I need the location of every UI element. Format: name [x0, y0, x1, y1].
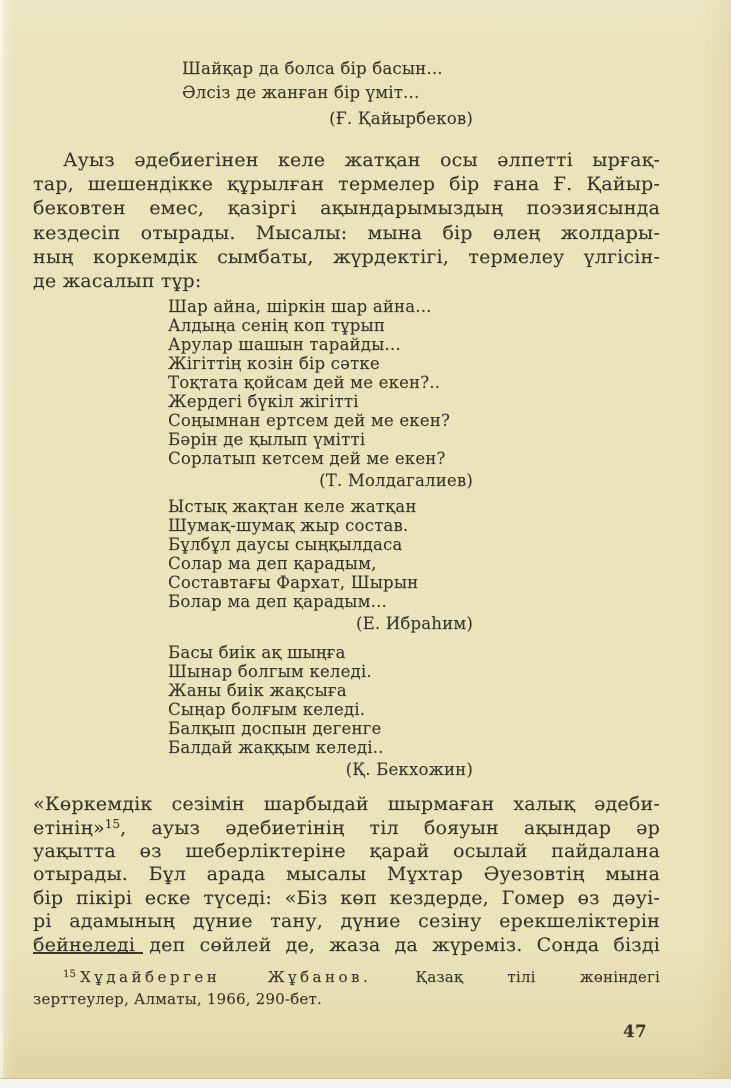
verse-line: Бұлбұл даусы сыңқылдаса — [168, 535, 403, 555]
footnote-author: Хұдайберген Жұбанов. — [80, 968, 372, 987]
footnote-text: Қазақ тілі жөніндегі — [415, 968, 660, 987]
scan-left-edge — [0, 0, 3, 1088]
verse-line: Бәрін де қылып үмітті — [168, 430, 366, 450]
paragraph-line-with-footnote-ref — [33, 817, 660, 840]
paragraph-line: кездесіп отырады. Мысалы: мына бір өлең жолдары- — [33, 221, 660, 244]
line-text: , ауыз әдебиетінің тіл бояуын ақындар әр — [120, 816, 660, 839]
paragraph-line: тар, шешендікке құрылған термелер бір ғана Ғ. Қайыр- — [33, 173, 660, 196]
epigraph-lines — [182, 57, 660, 105]
verse-attribution: (Қ. Бекхожин) — [345, 760, 473, 780]
paragraph-1 — [33, 148, 660, 293]
verse-line: Жердегі бүкіл жігітті — [168, 392, 359, 412]
verse-ibrahim — [33, 497, 660, 634]
verse-line: Басы биік ақ шыңға — [168, 643, 346, 663]
paragraph-line: бір пікірі еске түседі: «Біз көп кездерде, Гомер өз дәуі- — [33, 886, 660, 909]
paragraph-line: Ауыз әдебиегінен келе жатқан осы әлпетті ырғақ- — [63, 149, 660, 171]
verse-lines — [168, 297, 660, 468]
footnote — [33, 966, 660, 1010]
verse-line: Алдыңа сенің коп тұрып — [168, 316, 386, 336]
footnote-line — [33, 966, 660, 988]
verse-attribution: (Е. Ибраһим) — [356, 614, 473, 634]
verse-line: Балдай жаққым келеді.. — [168, 738, 384, 758]
footnote-line: зерттеулер, Алматы, 1966, 290-бет. — [33, 990, 322, 1009]
verse-attribution: (Т. Молдагалиев) — [319, 471, 473, 491]
scan-bottom-edge — [0, 1078, 731, 1088]
verse-line: Сорлатып кетсем дей ме екен? — [168, 449, 446, 469]
paragraph-line: ның коркемдік сымбаты, жүрдектігі, термелеу үлгісін- — [33, 245, 660, 268]
verse-line: Шынар болгым келеді. — [168, 662, 372, 682]
paragraph-line: бейнеледі деп сөйлей де, жаза да жүреміз. Сонда бізді — [33, 933, 660, 956]
verse-line: Шар айна, шіркін шар айна... — [168, 297, 432, 317]
paragraph-line: бековтен емес, қазіргі ақындарымыздың поэзиясында — [33, 197, 660, 220]
paragraph-line: рі адамының дүние тану, дүние сезіну ерекшеліктерін — [33, 910, 660, 933]
verse-lines — [168, 643, 660, 757]
verse-line: Соңымнан ертсем дей ме екен? — [168, 411, 451, 431]
verse-line: Жігіттің козін бір сәтке — [168, 354, 380, 374]
paragraph-line: отырады. Бұл арада мысалы Мұхтар Әуезовтің мына — [33, 863, 660, 886]
verse-line: Ыстық жақтан келе жатқан — [168, 497, 417, 517]
epigraph — [33, 57, 660, 131]
verse-line: Жаны биік жақсыға — [168, 681, 347, 701]
paragraph-line: уақытта өз шеберліктеріне қарай осылай пайдалана — [33, 840, 660, 863]
paragraph-line: «Көркемдік сезімін шарбыдай шырмаған халық әдеби- — [33, 793, 660, 816]
epigraph-line: Шайқар да болса бір басын... — [182, 59, 443, 78]
epigraph-line: Әлсіз де жанған бір үміт... — [182, 83, 420, 102]
paragraph-2 — [33, 793, 660, 957]
verse-bekhozhin — [33, 643, 660, 780]
verse-moldagaliev — [33, 297, 660, 491]
verse-line: Шумақ-шумақ жыр состав. — [168, 516, 409, 536]
verse-lines — [168, 497, 660, 611]
verse-line: Солар ма деп қарадым, — [168, 554, 377, 574]
paragraph-line: де жасалып тұр: — [33, 270, 202, 293]
verse-line: Составтағы Фархат, Шырын — [168, 573, 419, 593]
verse-line: Арулар шашын тарайды... — [168, 335, 401, 355]
footnote-marker: 15 — [63, 969, 77, 981]
page-number: 47 — [623, 1022, 647, 1042]
line-text: етінің» — [33, 816, 105, 839]
verse-line: Сыңар болғым келеді. — [168, 700, 366, 720]
footnote-reference: 15 — [104, 816, 121, 831]
verse-line: Болар ма деп қарадым... — [168, 592, 387, 612]
verse-line: Тоқтата қойсам дей ме екен?.. — [168, 373, 441, 393]
epigraph-attribution: (Ғ. Қайырбеков) — [329, 109, 473, 128]
verse-line: Балқып доспын дегенге — [168, 719, 382, 739]
